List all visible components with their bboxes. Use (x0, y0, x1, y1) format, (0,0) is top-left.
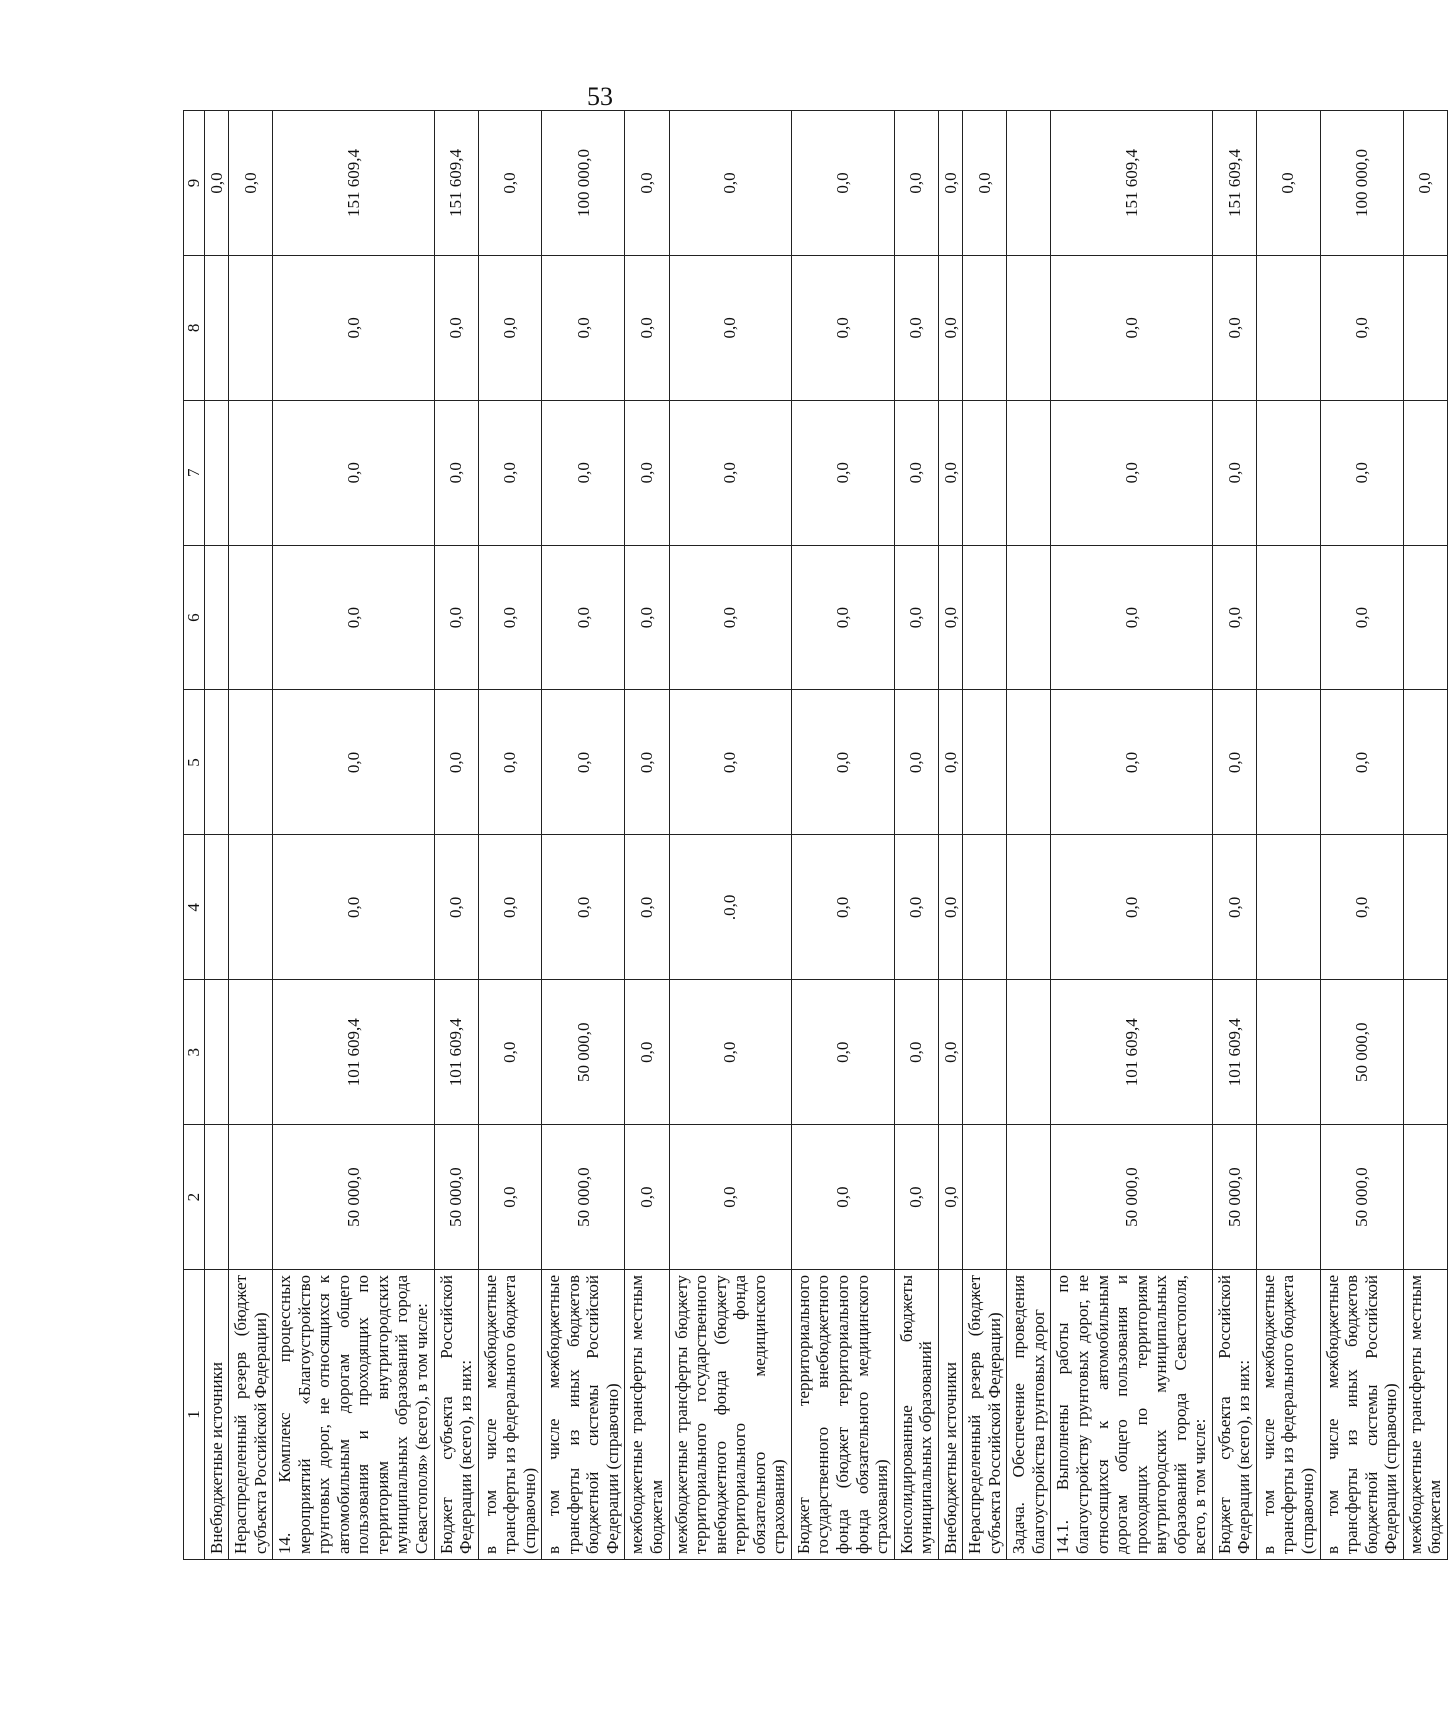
value-cell: 0,0 (478, 111, 542, 256)
value-cell: 100 000,0 (542, 111, 625, 256)
value-cell: 0,0 (229, 111, 273, 256)
column-header-4: 4 (184, 835, 205, 980)
value-cell (1403, 400, 1447, 545)
row-label: Задача. Обеспечение проведения благоустройства грунтовых дорог (1007, 1270, 1051, 1560)
budget-table (183, 110, 1448, 1560)
value-cell: 0,0 (625, 835, 669, 980)
value-cell (1256, 255, 1320, 400)
value-cell: 0,0 (1256, 111, 1320, 256)
value-cell (204, 980, 229, 1125)
value-cell: 0,0 (1051, 690, 1212, 835)
value-cell (229, 835, 273, 980)
row-label: в том числе межбюджетные трансферты из иных бюджетов бюджетной системы Российской Федерации (справочно) (542, 1270, 625, 1560)
table-body (204, 111, 1447, 1560)
value-cell: 0,0 (894, 111, 938, 256)
value-cell (963, 545, 1007, 690)
value-cell: 0,0 (625, 980, 669, 1125)
column-header-6: 6 (184, 545, 205, 690)
value-cell (1403, 835, 1447, 980)
table-row (1007, 111, 1051, 1560)
table-row (791, 111, 894, 1560)
row-label: Внебюджетные источники (938, 1270, 963, 1560)
value-cell: 0,0 (938, 255, 963, 400)
value-cell: 0,0 (542, 835, 625, 980)
value-cell: 0,0 (478, 400, 542, 545)
value-cell (1007, 1125, 1051, 1270)
value-cell: 0,0 (938, 400, 963, 545)
row-label: в том числе межбюджетные трансферты из федерального бюджета (справочно) (478, 1270, 542, 1560)
value-cell: 0,0 (938, 111, 963, 256)
table-row (229, 111, 273, 1560)
value-cell: 100 000,0 (1320, 111, 1403, 256)
value-cell (229, 690, 273, 835)
value-cell: 0,0 (938, 980, 963, 1125)
value-cell (1256, 400, 1320, 545)
column-header-9: 9 (184, 111, 205, 256)
value-cell: 0,0 (1051, 400, 1212, 545)
table-row (204, 111, 229, 1560)
row-label: 14.1. Выполнены работы по благоустройству грунтовых дорог, не относящихся к автомобильным дорогам общего пользования и проходящих по территориям внутригородских муниципальных образований города Севастополя, всего, в том числе: (1051, 1270, 1212, 1560)
rotated-table-container (183, 110, 1445, 1560)
value-cell: 0,0 (669, 400, 791, 545)
value-cell: 0,0 (273, 255, 434, 400)
table-row (625, 111, 669, 1560)
value-cell (1007, 545, 1051, 690)
value-cell: 0,0 (1051, 545, 1212, 690)
value-cell: 0,0 (478, 835, 542, 980)
value-cell: 0,0 (894, 545, 938, 690)
value-cell: 0,0 (1403, 111, 1447, 256)
value-cell: 0,0 (1320, 255, 1403, 400)
value-cell: 0,0 (791, 690, 894, 835)
value-cell: 0,0 (894, 835, 938, 980)
value-cell: 0,0 (1320, 835, 1403, 980)
value-cell: 0,0 (669, 255, 791, 400)
value-cell (963, 400, 1007, 545)
value-cell: 0,0 (1051, 255, 1212, 400)
value-cell: 0,0 (478, 690, 542, 835)
value-cell: 101 609,4 (434, 980, 478, 1125)
table-row (434, 111, 478, 1560)
value-cell: 0,0 (963, 111, 1007, 256)
value-cell (1403, 1125, 1447, 1270)
value-cell (204, 690, 229, 835)
value-cell: 0,0 (791, 980, 894, 1125)
row-label: в том числе межбюджетные трансферты из федерального бюджета (справочно) (1256, 1270, 1320, 1560)
table-row (1256, 111, 1320, 1560)
value-cell: 0,0 (273, 545, 434, 690)
value-cell (1007, 400, 1051, 545)
value-cell: 0,0 (894, 690, 938, 835)
value-cell (1007, 255, 1051, 400)
value-cell: 151 609,4 (1212, 111, 1256, 256)
value-cell: 50 000,0 (1212, 1125, 1256, 1270)
value-cell: 0,0 (894, 255, 938, 400)
value-cell (1007, 111, 1051, 256)
table-row (1051, 111, 1212, 1560)
value-cell: 0,0 (434, 835, 478, 980)
value-cell: 0,0 (625, 545, 669, 690)
value-cell: 0,0 (791, 545, 894, 690)
value-cell: 101 609,4 (1051, 980, 1212, 1125)
value-cell (963, 980, 1007, 1125)
value-cell (204, 1125, 229, 1270)
value-cell: 0,0 (625, 690, 669, 835)
value-cell (229, 255, 273, 400)
value-cell (1007, 835, 1051, 980)
column-header-7: 7 (184, 400, 205, 545)
row-label: Бюджет субъекта Российской Федерации (всего), из них: (1212, 1270, 1256, 1560)
value-cell: 0,0 (669, 111, 791, 256)
page-number: 53 (587, 82, 613, 111)
value-cell: 50 000,0 (1320, 1125, 1403, 1270)
value-cell (963, 690, 1007, 835)
column-header-1: 1 (184, 1270, 205, 1560)
table-row (963, 111, 1007, 1560)
row-label: Бюджет субъекта Российской Федерации (всего), из них: (434, 1270, 478, 1560)
column-header-8: 8 (184, 255, 205, 400)
value-cell: 0,0 (273, 835, 434, 980)
value-cell: 0,0 (894, 1125, 938, 1270)
row-label: Внебюджетные источники (204, 1270, 229, 1560)
value-cell: 0,0 (791, 835, 894, 980)
value-cell (1403, 980, 1447, 1125)
value-cell: 0,0 (204, 111, 229, 256)
value-cell: 0,0 (1212, 255, 1256, 400)
table-row (542, 111, 625, 1560)
value-cell: 0,0 (625, 400, 669, 545)
row-label: Нераспределенный резерв (бюджет субъекта Российской Федерации) (229, 1270, 273, 1560)
value-cell: 0,0 (791, 1125, 894, 1270)
row-label: межбюджетные трансферты бюджету территориального государственного внебюджетного фонда (бюджету территориального фонда обязательного медицинского страхования) (669, 1270, 791, 1560)
table-row (1212, 111, 1256, 1560)
row-label: межбюджетные трансферты местным бюджетам (1403, 1270, 1447, 1560)
value-cell (1007, 690, 1051, 835)
value-cell: 0,0 (434, 255, 478, 400)
value-cell: 151 609,4 (1051, 111, 1212, 256)
value-cell: 0,0 (1212, 545, 1256, 690)
value-cell: 0,0 (1320, 545, 1403, 690)
value-cell: 0,0 (542, 545, 625, 690)
value-cell: 0,0 (478, 545, 542, 690)
value-cell (204, 255, 229, 400)
table-row (1320, 111, 1403, 1560)
value-cell (1256, 980, 1320, 1125)
value-cell (204, 545, 229, 690)
value-cell (1403, 690, 1447, 835)
value-cell: .0,0 (669, 835, 791, 980)
value-cell: 0,0 (478, 255, 542, 400)
value-cell: 0,0 (434, 400, 478, 545)
value-cell: 0,0 (669, 1125, 791, 1270)
value-cell (1256, 545, 1320, 690)
value-cell (1403, 255, 1447, 400)
value-cell: 0,0 (791, 255, 894, 400)
column-header-3: 3 (184, 980, 205, 1125)
value-cell: 151 609,4 (434, 111, 478, 256)
value-cell (229, 545, 273, 690)
value-cell: 0,0 (938, 545, 963, 690)
value-cell: 0,0 (791, 111, 894, 256)
table-row (1403, 111, 1447, 1560)
row-label: Консолидированные бюджеты муниципальных образований (894, 1270, 938, 1560)
table-row (478, 111, 542, 1560)
value-cell (963, 255, 1007, 400)
value-cell: 0,0 (1212, 835, 1256, 980)
value-cell: 0,0 (938, 690, 963, 835)
value-cell (229, 400, 273, 545)
value-cell: 0,0 (273, 690, 434, 835)
value-cell: 50 000,0 (542, 1125, 625, 1270)
header-row (184, 111, 205, 1560)
value-cell: 0,0 (542, 400, 625, 545)
value-cell: 0,0 (669, 690, 791, 835)
value-cell: 101 609,4 (273, 980, 434, 1125)
value-cell: 0,0 (273, 400, 434, 545)
row-label: Нераспределенный резерв (бюджет субъекта Российской Федерации) (963, 1270, 1007, 1560)
value-cell: 0,0 (625, 111, 669, 256)
table-row (938, 111, 963, 1560)
value-cell (1256, 1125, 1320, 1270)
table-row (894, 111, 938, 1560)
value-cell: 0,0 (938, 835, 963, 980)
value-cell: 0,0 (1212, 400, 1256, 545)
value-cell: 151 609,4 (273, 111, 434, 256)
value-cell (229, 1125, 273, 1270)
value-cell: 50 000,0 (434, 1125, 478, 1270)
value-cell: 0,0 (542, 255, 625, 400)
row-label: Бюджет территориального государственного внебюджетного фонда (бюджет территориального фонда обязательного медицинского страхования) (791, 1270, 894, 1560)
value-cell: 0,0 (434, 545, 478, 690)
table-row (273, 111, 434, 1560)
column-header-2: 2 (184, 1125, 205, 1270)
value-cell: 0,0 (1320, 400, 1403, 545)
value-cell (1256, 690, 1320, 835)
value-cell: 0,0 (894, 980, 938, 1125)
value-cell: 0,0 (478, 980, 542, 1125)
value-cell: 101 609,4 (1212, 980, 1256, 1125)
value-cell: 0,0 (669, 545, 791, 690)
value-cell: 0,0 (542, 690, 625, 835)
value-cell: 50 000,0 (542, 980, 625, 1125)
value-cell: 0,0 (791, 400, 894, 545)
value-cell: 0,0 (938, 1125, 963, 1270)
value-cell (204, 835, 229, 980)
value-cell (1007, 980, 1051, 1125)
row-label: 14. Комплекс процессных мероприятий «Благоустройство грунтовых дорог, не относящихся к автомобильным дорогам общего пользования и проходящих по территориям внутригородских муниципальных образований города Севастополя» (всего), в том числе: (273, 1270, 434, 1560)
value-cell (204, 400, 229, 545)
value-cell (1403, 545, 1447, 690)
value-cell: 0,0 (669, 980, 791, 1125)
value-cell (1256, 835, 1320, 980)
value-cell (229, 980, 273, 1125)
column-header-5: 5 (184, 690, 205, 835)
value-cell: 50 000,0 (273, 1125, 434, 1270)
value-cell: 0,0 (434, 690, 478, 835)
value-cell: 0,0 (894, 400, 938, 545)
value-cell: 0,0 (625, 1125, 669, 1270)
row-label: межбюджетные трансферты местным бюджетам (625, 1270, 669, 1560)
row-label: в том числе межбюджетные трансферты из иных бюджетов бюджетной системы Российской Федерации (справочно) (1320, 1270, 1403, 1560)
value-cell (963, 835, 1007, 980)
value-cell: 0,0 (625, 255, 669, 400)
value-cell: 0,0 (478, 1125, 542, 1270)
value-cell (963, 1125, 1007, 1270)
value-cell: 0,0 (1051, 835, 1212, 980)
value-cell: 50 000,0 (1051, 1125, 1212, 1270)
value-cell: 0,0 (1212, 690, 1256, 835)
table-row (669, 111, 791, 1560)
value-cell: 50 000,0 (1320, 980, 1403, 1125)
value-cell: 0,0 (1320, 690, 1403, 835)
